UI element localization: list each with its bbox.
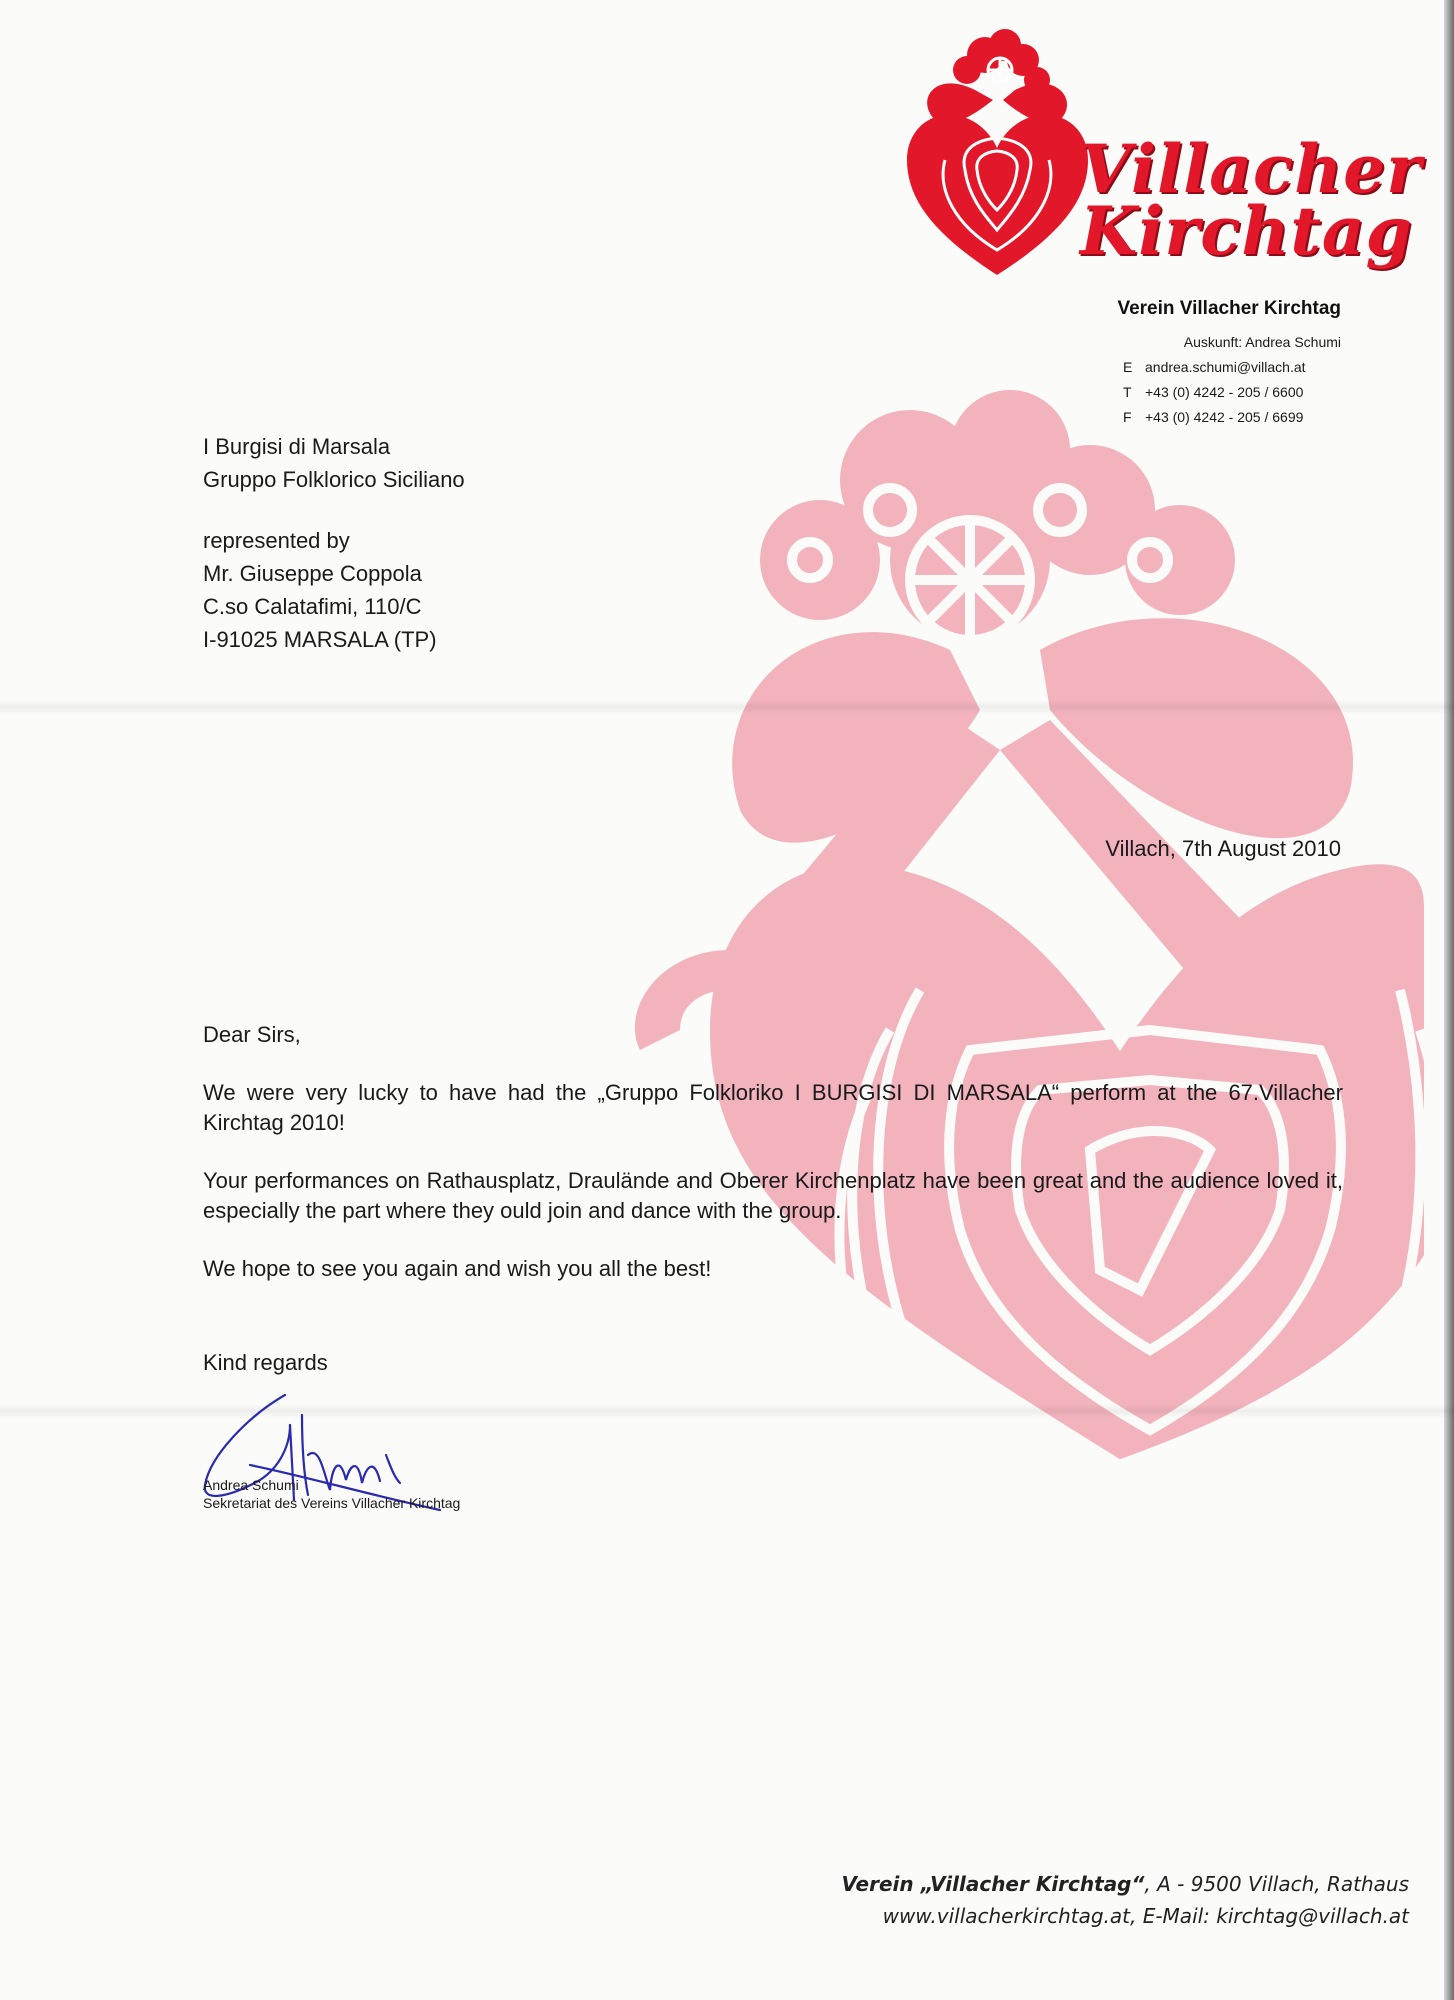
fax-prefix: F bbox=[1123, 409, 1132, 425]
letter-body bbox=[203, 1020, 1343, 1312]
contact-fax: +43 (0) 4242 - 205 / 6699 bbox=[1145, 409, 1304, 425]
footer-address-line bbox=[842, 1868, 1410, 1900]
closing: Kind regards bbox=[203, 1350, 328, 1375]
paper-fold-line bbox=[0, 700, 1454, 714]
footer-web-email[interactable]: www.villacherkirchtag.at, E-Mail: kirchtag@villach.at bbox=[882, 1904, 1409, 1928]
brand-wordmark bbox=[1080, 130, 1422, 270]
letterhead-contact bbox=[1117, 298, 1341, 430]
contact-person: Auskunft: Andrea Schumi bbox=[1183, 334, 1341, 350]
letter-date: Villach, 7th August 2010 bbox=[1105, 836, 1341, 861]
salutation: Dear Sirs, bbox=[203, 1022, 301, 1047]
signatory-block bbox=[203, 1476, 460, 1512]
recipient-line: Mr. Giuseppe Coppola bbox=[203, 561, 422, 586]
contact-phone: +43 (0) 4242 - 205 / 6600 bbox=[1145, 384, 1304, 400]
recipient-line: I Burgisi di Marsala bbox=[203, 434, 391, 459]
body-paragraph: We were very lucky to have had the „Gruppo Folkloriko I BURGISI DI MARSALA“ perform at the 67.Villacher Kirchtag 2010! bbox=[203, 1080, 1343, 1135]
body-paragraph: We hope to see you again and wish you all the best! bbox=[203, 1256, 712, 1281]
footer-org: Verein „Villacher Kirchtag“ bbox=[841, 1872, 1145, 1896]
recipient-line: C.so Calatafimi, 110/C bbox=[203, 594, 422, 619]
footer-address: , A - 9500 Villach, Rathaus bbox=[1144, 1872, 1409, 1896]
recipient-line: Gruppo Folklorico Siciliano bbox=[203, 467, 465, 492]
phone-prefix: T bbox=[1123, 384, 1132, 400]
signatory-title: Sekretariat des Vereins Villacher Kirchtag bbox=[203, 1495, 461, 1511]
contact-email-row bbox=[1117, 355, 1341, 380]
brand-wordmark-line1: Villacher bbox=[1080, 130, 1422, 208]
heart-logo-icon bbox=[905, 20, 1090, 280]
org-name: Verein Villacher Kirchtag bbox=[1117, 298, 1341, 319]
signatory-name: Andrea Schumi bbox=[203, 1477, 299, 1493]
brand-wordmark-line2: Kirchtag bbox=[1080, 192, 1413, 270]
recipient-address bbox=[203, 430, 465, 656]
email-prefix: E bbox=[1123, 359, 1133, 375]
recipient-line: represented by bbox=[203, 528, 350, 553]
body-paragraph: Your performances on Rathausplatz, Draulände and Oberer Kirchenplatz have been great and the audience loved it, especially the part where they ould join and dance with the group. bbox=[203, 1168, 1343, 1223]
contact-fax-row bbox=[1117, 405, 1341, 430]
recipient-line: I-91025 MARSALA (TP) bbox=[203, 627, 437, 652]
letter-footer bbox=[842, 1868, 1410, 1932]
contact-phone-row bbox=[1117, 380, 1341, 405]
page-edge-shadow bbox=[1444, 0, 1454, 2000]
contact-email[interactable]: andrea.schumi@villach.at bbox=[1145, 359, 1306, 375]
